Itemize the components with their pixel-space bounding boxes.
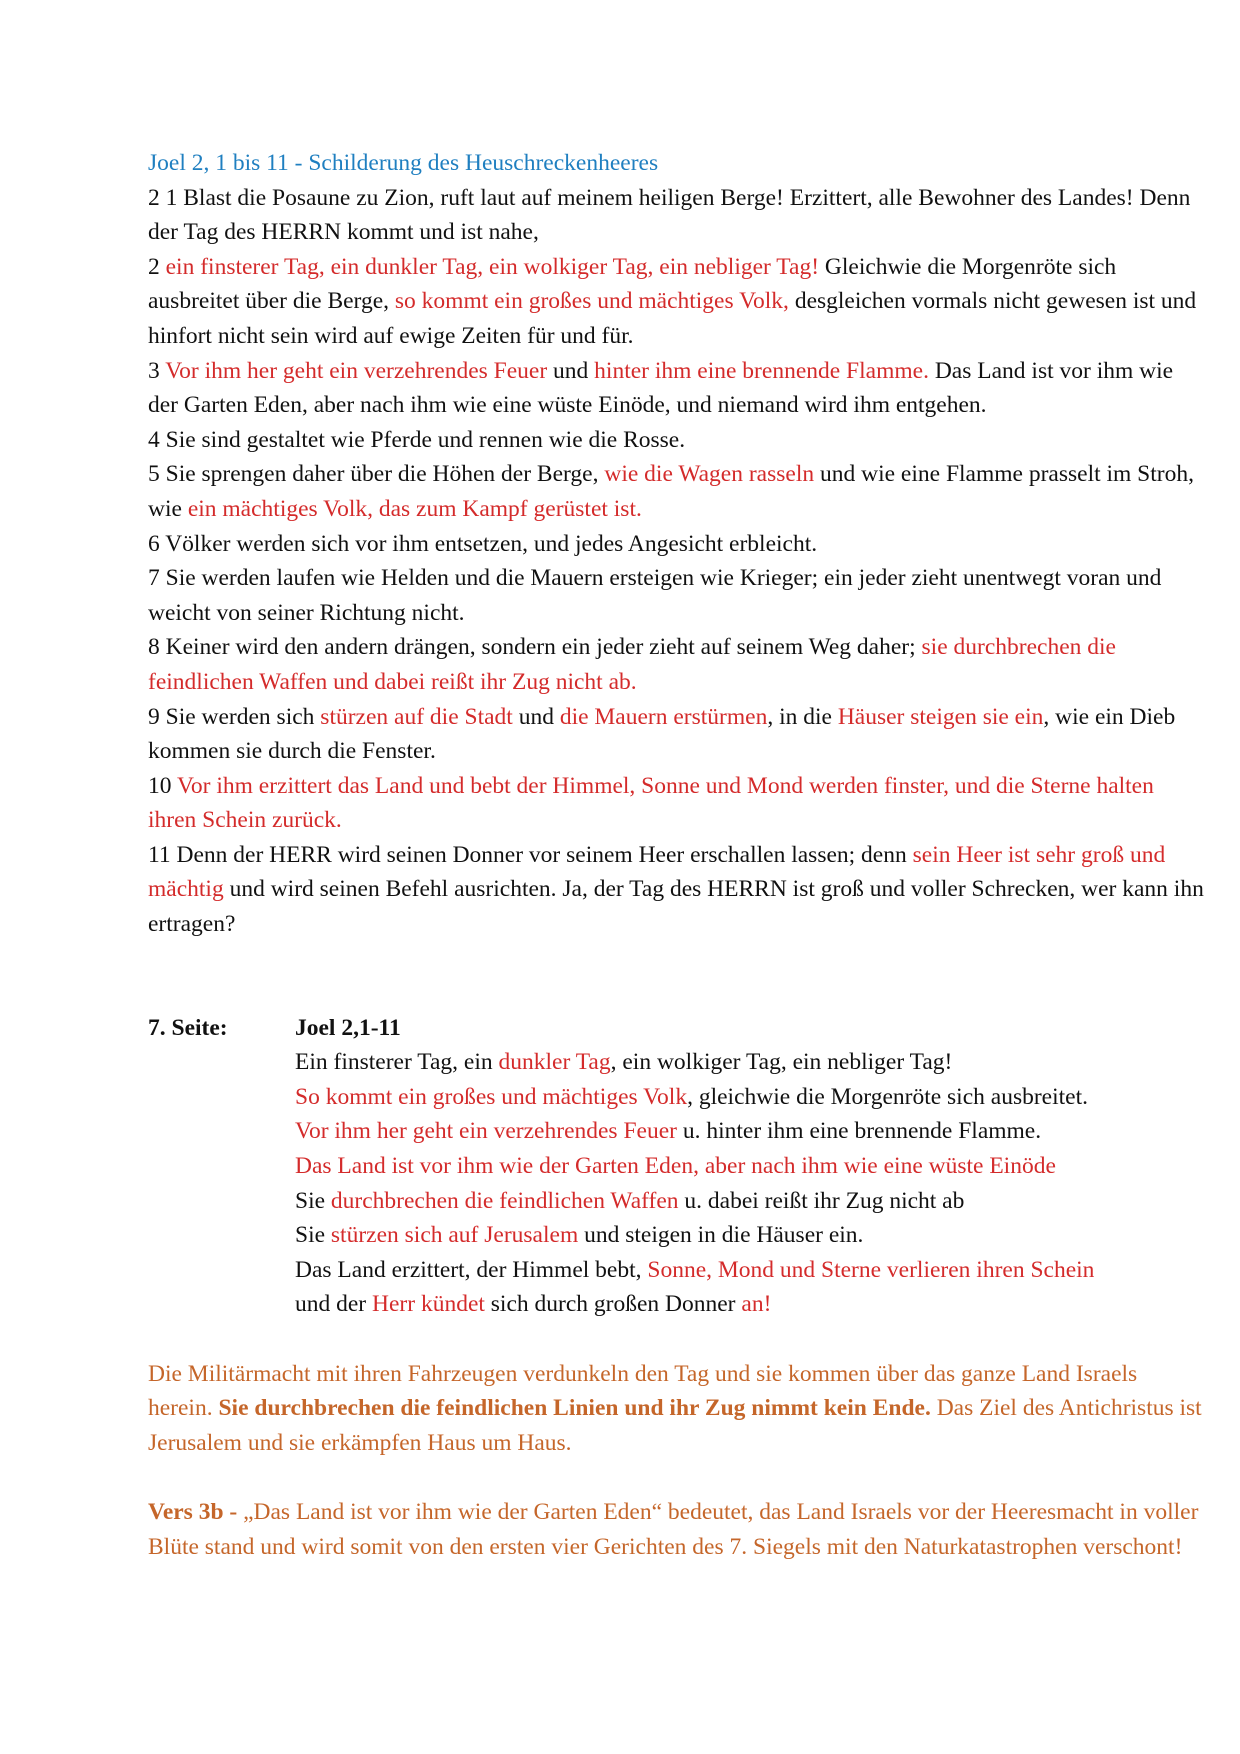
- text-run: Sonne, Mond und Sterne verlieren ihren Schein: [647, 1256, 1095, 1283]
- text-run: Das Land ist vor ihm wie der Garten Eden, aber nach ihm wie eine wüste Einöde, und niemand wird ihm entgehen.: [148, 357, 1174, 419]
- spacer: [148, 1322, 1206, 1357]
- seite-summary: [148, 1011, 1206, 1322]
- section-heading: Joel 2, 1 bis 11 - Schilderung des Heuschreckenheeres: [148, 150, 659, 176]
- seite-line: [295, 1080, 1206, 1115]
- seite-line: [295, 1184, 1206, 1219]
- text-run: 9 Sie werden sich: [148, 703, 321, 730]
- text-run: 4 Sie sind gestaltet wie Pferde und rennen wie die Rosse.: [148, 426, 686, 453]
- text-run: so kommt ein großes und mächtiges Volk,: [394, 288, 789, 315]
- verse: [148, 700, 1206, 769]
- commentary: [148, 1357, 1206, 1565]
- text-run: 10: [148, 772, 177, 799]
- text-run: 11 Denn der HERR wird seinen Donner vor seinem Heer erschallen lassen; denn: [148, 841, 913, 868]
- text-run: sich durch großen Donner: [484, 1291, 742, 1318]
- seite-line: [295, 1045, 1206, 1080]
- commentary-paragraph: [148, 1357, 1206, 1461]
- document-content: [148, 146, 1206, 1564]
- text-run: hinter ihm eine brennende Flamme.: [594, 357, 929, 384]
- text-run: Herr kündet: [372, 1291, 485, 1318]
- text-run: und steigen in die Häuser ein.: [578, 1222, 864, 1249]
- text-run: Ein finsterer Tag, ein: [295, 1049, 499, 1076]
- verse: [148, 527, 1206, 562]
- text-run: Vor ihm her geht ein verzehrendes Feuer: [165, 357, 548, 384]
- text-run: und wird seinen Befehl ausrichten. Ja, der Tag des HERRN ist groß und voller Schrecken, wer kann ihn ertragen?: [148, 876, 1204, 938]
- text-run: 2 1 Blast die Posaune zu Zion, ruft laut auf meinem heiligen Berge! Erzittert, alle Bewohner des Landes! Denn der Tag des HERRN kommt und ist nahe,: [148, 184, 1191, 246]
- text-run: und: [512, 703, 560, 730]
- verse: [148, 250, 1206, 354]
- text-run: Das Land erzittert, der Himmel bebt,: [295, 1256, 648, 1283]
- verse: [148, 769, 1206, 838]
- verse: [148, 838, 1206, 942]
- seite-line: [295, 1253, 1206, 1288]
- verse-list: [148, 181, 1206, 942]
- text-run: Gleichwie die Morgenröte sich ausbreitet über die Berge,: [148, 253, 1117, 315]
- text-run: , wie ein Dieb kommen sie durch die Fenster.: [148, 703, 1176, 765]
- text-run: durchbrechen die feindlichen Waffen: [330, 1187, 679, 1214]
- text-run: ein finsterer Tag, ein dunkler Tag, ein wolkiger Tag, ein nebliger Tag!: [165, 253, 820, 280]
- text-run: und: [547, 357, 595, 384]
- text-run: Vers 3b -: [148, 1498, 244, 1525]
- text-run: sein Heer ist sehr groß und mächtig: [148, 841, 1166, 903]
- text-run: sie durchbrechen die feindlichen Waffen und dabei reißt ihr Zug nicht ab.: [148, 634, 1116, 695]
- verse: [148, 423, 1206, 458]
- text-run: , ein wolkiger Tag, ein nebliger Tag!: [610, 1049, 953, 1076]
- text-run: Sie: [295, 1222, 331, 1249]
- text-run: und der: [295, 1291, 373, 1318]
- text-run: wie die Wagen rasseln: [604, 461, 815, 488]
- text-run: Vor ihm her geht ein verzehrendes Feuer: [295, 1118, 677, 1145]
- text-run: 7 Sie werden laufen wie Helden und die Mauern ersteigen wie Krieger; ein jeder zieht unentwegt voran und weicht von seiner Richtung nicht.: [148, 565, 1162, 626]
- seite-lines: [295, 1045, 1206, 1322]
- text-run: Vor ihm erzittert das Land und bebt der Himmel, Sonne und Mond werden finster, und die Sterne halten ihren Schein zurück.: [148, 772, 1154, 834]
- text-run: stürzen auf die Stadt: [320, 703, 513, 730]
- text-run: , in die: [767, 703, 838, 730]
- text-run: an!: [741, 1291, 772, 1318]
- spacer: [148, 942, 1206, 1011]
- seite-line: [295, 1114, 1206, 1149]
- seite-body: [295, 1011, 1206, 1322]
- text-run: die Mauern erstürmen: [559, 703, 768, 730]
- text-run: u. dabei reißt ihr Zug nicht ab: [678, 1187, 965, 1214]
- text-run: So kommt ein großes und mächtiges Volk: [295, 1083, 688, 1110]
- text-run: , gleichwie die Morgenröte sich ausbreitet.: [687, 1083, 1088, 1110]
- text-run: desgleichen vormals nicht gewesen ist und hinfort nicht sein wird auf ewige Zeiten für und für.: [148, 288, 1197, 349]
- text-run: „Das Land ist vor ihm wie der Garten Eden“ bedeutet, das Land Israels vor der Heeresmacht in voller Blüte stand und wird somit von den ersten vier Gerichten des 7. Siegels mit den Naturkatastrophen verschont!: [148, 1498, 1199, 1560]
- seite-line: [295, 1287, 1206, 1322]
- spacer: [148, 1460, 1206, 1495]
- text-run: und wie eine Flamme prasselt im Stroh, wie: [148, 461, 1194, 522]
- verse: [148, 561, 1206, 630]
- text-run: u. hinter ihm eine brennende Flamme.: [676, 1118, 1042, 1145]
- text-run: stürzen sich auf Jerusalem: [330, 1222, 579, 1249]
- text-run: ein mächtiges Volk, das zum Kampf gerüstet ist.: [187, 495, 642, 522]
- text-run: 5 Sie sprengen daher über die Höhen der Berge,: [148, 461, 605, 488]
- seite-title: Joel 2,1-11: [295, 1014, 401, 1041]
- verse: [148, 630, 1206, 699]
- text-run: Die Militärmacht mit ihren Fahrzeugen verdunkeln den Tag und sie kommen über das ganze Land Israels herein.: [148, 1360, 1138, 1422]
- text-run: Häuser steigen sie ein: [837, 703, 1044, 730]
- verse: [148, 181, 1206, 250]
- seite-line: [295, 1218, 1206, 1253]
- text-run: Das Ziel des Antichristus ist Jerusalem und sie erkämpfen Haus um Haus.: [148, 1395, 1202, 1456]
- text-run: Sie: [295, 1187, 331, 1214]
- text-run: 8 Keiner wird den andern drängen, sondern ein jeder zieht auf seinem Weg daher;: [148, 634, 922, 661]
- commentary-paragraph: [148, 1495, 1206, 1564]
- verse: [148, 354, 1206, 423]
- seite-label: 7. Seite:: [148, 1014, 228, 1041]
- text-run: 3: [148, 357, 166, 384]
- text-run: dunkler Tag: [498, 1049, 611, 1076]
- seite-line: [295, 1149, 1206, 1184]
- text-run: Das Land ist vor ihm wie der Garten Eden, aber nach ihm wie eine wüste Einöde: [295, 1153, 1056, 1180]
- text-run: 2: [148, 253, 166, 280]
- verse: [148, 457, 1206, 526]
- text-run: 6 Völker werden sich vor ihm entsetzen, und jedes Angesicht erbleicht.: [148, 530, 818, 557]
- text-run: Sie durchbrechen die feindlichen Linien und ihr Zug nimmt kein Ende.: [218, 1395, 931, 1422]
